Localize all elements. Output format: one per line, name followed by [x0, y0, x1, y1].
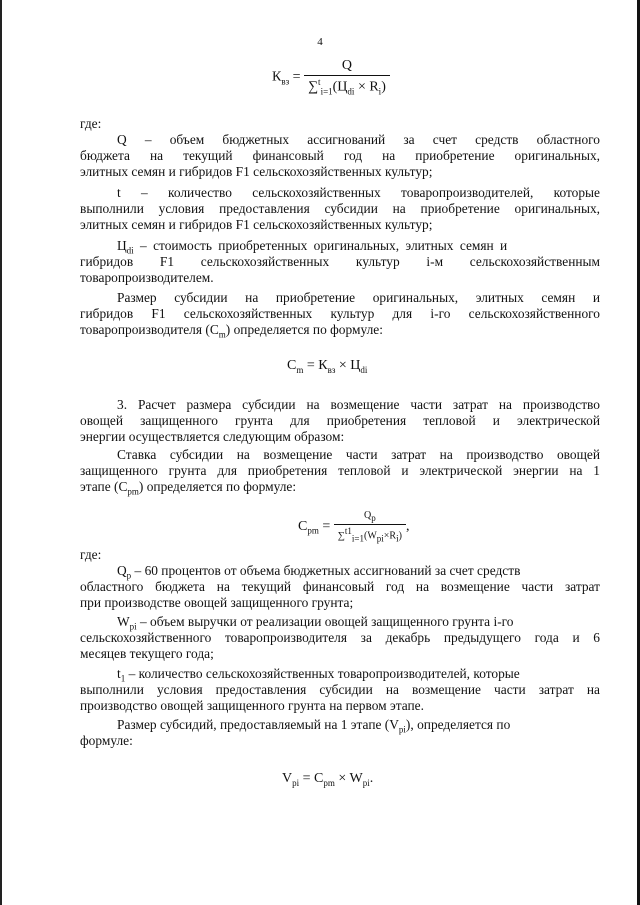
c-definition-line3: товаропроизводителем.	[80, 270, 214, 285]
c-definition-line1: $Ц_{di}$ – стоимость приобретенных оригинальных, элитных семян и	[117, 238, 508, 256]
section3-line3: энергии осуществляется следующим образом:	[80, 429, 345, 444]
vpi-intro-line2: формуле:	[80, 733, 133, 748]
formula-cpm: $C_{pm}$ = $\frac{Q_p}{\sum^{t1}_{i=1}(W_{pi}\times R_i)}$ ,	[298, 510, 410, 544]
q-definition-line1: Q – объем бюджетных ассигнований за счет средств областного	[117, 132, 600, 147]
rate-line2: защищенного грунта для приобретения тепловой и электрической энергии на 1	[80, 463, 600, 478]
qp-definition-line1: $Q_p - 60$ процентов от объема бюджетных ассигнований за счет средств	[117, 563, 521, 581]
scan-left-edge	[0, 0, 2, 905]
formula-k-vz: $К_{вз}$ = $\frac{Q}{\sum^t_{i=1}(Ц_{di} \times R_i)}$	[272, 58, 390, 96]
where-label: где:	[80, 116, 102, 131]
formula-cm: $C_m = К_{вз} \times Ц_{di}$	[287, 358, 368, 375]
vpi-intro-line1: Размер субсидий, предоставляемый на 1 этапе $(V_{pi})$, определяется по	[117, 717, 511, 735]
where-label-2: где:	[80, 547, 102, 562]
section3-line2: овощей защищенного грунта для приобретения тепловой и электрической	[80, 413, 600, 428]
page-number: 4	[317, 36, 323, 48]
c-definition-line2: гибридов F1 сельскохозяйственных культур i-м сельскохозяйственным	[80, 254, 600, 269]
formula-vpi: $V_{pi} = C_{pm} \times W_{pi}$.	[282, 771, 374, 788]
qp-definition-line3: при производстве овощей защищенного грунта;	[80, 595, 354, 610]
t1-definition-line1: $t_1$ – количество сельскохозяйственных товаропроизводителей, которые	[117, 666, 520, 684]
t1-definition-line2: выполнили условия предоставления субсидии на возмещение части затрат на	[80, 682, 600, 697]
t1-definition-line3: производство овощей защищенного грунта на первом этапе.	[80, 698, 424, 713]
t-definition-line3: элитных семян и гибридов F1 сельскохозяйственных культур;	[80, 217, 433, 232]
q-definition-line2: бюджета на текущий финансовый год на приобретение оригинальных,	[80, 148, 600, 163]
wpi-definition-line3: месяцев текущего года;	[80, 646, 214, 661]
subsidy-size-line2: гибридов F1 сельскохозяйственных культур для i-го сельскохозяйственного	[80, 306, 600, 321]
rate-line3: этапе $(C_{pm})$ определяется по формуле:	[80, 479, 297, 497]
t-definition-line2: выполнили условия предоставления субсидии на приобретение оригинальных,	[80, 201, 600, 216]
subsidy-size-line1: Размер субсидии на приобретение оригинальных, элитных семян и	[117, 290, 600, 305]
subsidy-size-line3: товаропроизводителя $(C_m)$ определяется по формуле:	[80, 322, 383, 340]
rate-line1: Ставка субсидии на возмещение части затрат на производство овощей	[117, 447, 600, 462]
t-definition-line1: t – количество сельскохозяйственных товаропроизводителей, которые	[117, 185, 600, 200]
qp-definition-line2: областного бюджета на текущий финансовый год на возмещение части затрат	[80, 579, 600, 594]
wpi-definition-line2: сельскохозяйственного товаропроизводителя за декабрь предыдущего года и 6	[80, 630, 600, 645]
section3-line1: 3. Расчет размера субсидии на возмещение части затрат на производство	[117, 397, 600, 412]
q-definition-line3: элитных семян и гибридов F1 сельскохозяйственных культур;	[80, 164, 433, 179]
wpi-definition-line1: $W_{pi}$ – объем выручки от реализации овощей защищенного грунта i-го	[117, 614, 514, 632]
